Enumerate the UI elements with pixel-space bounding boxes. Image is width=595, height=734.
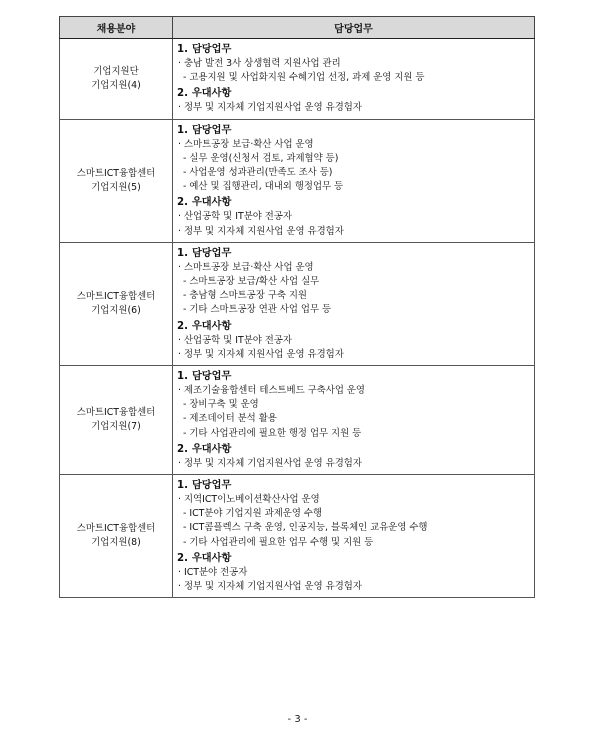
section-title-text: 우대사항: [191, 552, 232, 564]
section-title-text: 담당업무: [191, 371, 232, 383]
section-title-text: 담당업무: [191, 124, 232, 136]
section-title: [177, 123, 530, 138]
section-title: [177, 319, 530, 334]
section-number: 1.: [177, 124, 188, 136]
section-number: 2.: [177, 552, 188, 564]
field-cell: [60, 475, 173, 598]
bullet-item: · 정부 및 지자체 기업지원사업 운영 유경험자: [178, 457, 362, 469]
field-cell: [60, 39, 173, 120]
section-title-text: 우대사항: [191, 88, 232, 100]
sub-item: - 스마트공장 보급/확산 사업 실무: [183, 276, 320, 288]
section-title: [177, 42, 530, 57]
bullet-item: · 정부 및 지자체 지원사업 운영 유경험자: [178, 225, 344, 237]
section-title-text: 우대사항: [191, 320, 232, 332]
sub-item: - 고용지원 및 사업화지원 수혜기업 선정, 과제 운영 지원 등: [183, 72, 425, 84]
field-line: 기업지원단: [93, 65, 139, 77]
field-cell: [60, 119, 173, 242]
bullet-item: · 지역ICT이노베이션확산사업 운영: [178, 494, 320, 506]
header-duties: 담당업무: [173, 17, 535, 39]
duty-cell: [173, 475, 535, 598]
section-title: [177, 551, 530, 566]
page-number: - 3 -: [287, 714, 308, 725]
section-title-text: 우대사항: [191, 443, 232, 455]
field-line: 기업지원(7): [91, 421, 141, 433]
section-number: 1.: [177, 480, 188, 492]
section-number: 2.: [177, 320, 188, 332]
field-line: 스마트ICT융합센터: [76, 522, 156, 534]
sub-item: - 제조데이터 분석 활용: [183, 413, 277, 425]
sub-item: - 예산 및 집행관리, 대내외 행정업무 등: [183, 181, 344, 193]
field-line: 스마트ICT융합센터: [76, 167, 156, 179]
bullet-item: · 스마트공장 보급·확산 사업 운영: [178, 261, 314, 273]
field-line: 스마트ICT융합센터: [76, 406, 156, 418]
section-title-text: 담당업무: [191, 44, 232, 55]
bullet-item: · 정부 및 지자체 기업지원사업 운영 유경험자: [178, 581, 362, 593]
section-title: [177, 246, 530, 261]
section-number: 1.: [177, 44, 188, 55]
field-line: 스마트ICT융합센터: [76, 290, 156, 302]
section-number: 1.: [177, 247, 188, 259]
field-line: 기업지원(4): [91, 79, 141, 91]
table-row: [60, 242, 535, 365]
duty-cell: [173, 242, 535, 365]
section-number: 2.: [177, 88, 188, 100]
duty-cell: [173, 119, 535, 242]
table-body: [60, 39, 535, 598]
table-row: [60, 475, 535, 598]
bullet-item: · 정부 및 지자체 기업지원사업 운영 유경험자: [178, 102, 362, 114]
section-number: 2.: [177, 197, 188, 209]
field-line: 기업지원(5): [91, 181, 141, 193]
section-number: 1.: [177, 371, 188, 383]
bullet-item: · 제조기술융합센터 테스트베드 구축사업 운영: [178, 385, 365, 397]
section-title-text: 담당업무: [191, 247, 232, 259]
sub-item: - 충남형 스마트공장 구축 지원: [183, 290, 307, 302]
sub-item: - 장비구축 및 운영: [183, 399, 259, 411]
bullet-item: · ICT분야 전공자: [178, 566, 248, 578]
sub-item: - 기타 스마트공장 연관 사업 업무 등: [183, 304, 332, 316]
section-number: 2.: [177, 443, 188, 455]
sub-item: - 기타 사업관리에 필요한 행정 업무 지원 등: [183, 427, 362, 439]
duty-cell: [173, 39, 535, 120]
field-cell: [60, 366, 173, 475]
duty-cell: [173, 366, 535, 475]
recruitment-table: [59, 16, 535, 598]
table-row: [60, 119, 535, 242]
field-cell: [60, 242, 173, 365]
table-header-row: [60, 17, 535, 39]
bullet-item: · 산업공학 및 IT분야 전공자: [178, 211, 292, 223]
section-title: [177, 442, 530, 457]
section-title-text: 담당업무: [191, 480, 232, 492]
bullet-item: · 충남 발전 3사 상생협력 지원사업 관리: [178, 58, 341, 69]
bullet-item: · 정부 및 지자체 지원사업 운영 유경험자: [178, 348, 344, 360]
section-title: [177, 86, 530, 101]
table-row: [60, 39, 535, 120]
sub-item: - 사업운영 성과관리(만족도 조사 등): [183, 167, 333, 179]
section-title-text: 우대사항: [191, 197, 232, 209]
sub-item: - ICT분야 기업지원 과제운영 수행: [183, 508, 323, 520]
sub-item: - ICT콤플렉스 구축 운영, 인공지능, 블록체인 교유운영 수행: [183, 522, 428, 534]
field-line: 기업지원(6): [91, 304, 141, 316]
table-row: [60, 366, 535, 475]
section-title: [177, 195, 530, 210]
sub-item: - 실무 운영(신청서 검토, 과제협약 등): [183, 152, 339, 164]
sub-item: - 기타 사업관리에 필요한 업무 수행 및 지원 등: [183, 536, 374, 548]
field-line: 기업지원(8): [91, 537, 141, 549]
section-title: [177, 369, 530, 384]
bullet-item: · 산업공학 및 IT분야 전공자: [178, 334, 292, 346]
header-field: 채용분야: [60, 17, 173, 39]
bullet-item: · 스마트공장 보급·확산 사업 운영: [178, 138, 314, 150]
section-title: [177, 478, 530, 493]
